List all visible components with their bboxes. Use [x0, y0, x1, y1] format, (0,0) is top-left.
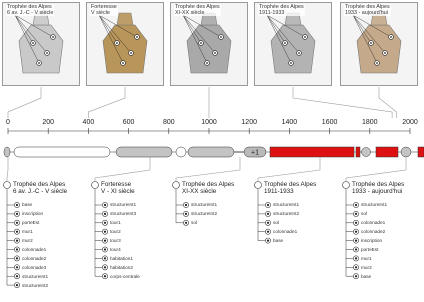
tree-node-dot [185, 213, 187, 215]
tree-item-label: colonnade2 [22, 255, 47, 261]
period-connector [88, 87, 125, 118]
timeline-circle-marker [401, 147, 411, 157]
timeline-segment [188, 147, 234, 157]
tree-node-dot [185, 222, 187, 224]
axis-tick-label: 800 [162, 119, 175, 126]
tree-subtitle-text: 6 av. J.-C - V siècle [13, 188, 68, 195]
tree-item-label: tour1 [110, 220, 121, 226]
tree-node-dot [355, 204, 357, 206]
tree-item-label: sol [273, 220, 279, 226]
tree-node-dot [16, 284, 18, 286]
axis-tick-label: 1200 [241, 119, 257, 126]
tree-node-dot [16, 257, 18, 259]
tree-item-label: porteEst [361, 246, 379, 252]
tree-item-label: habitation2 [110, 264, 133, 270]
tree-item-label: base [22, 202, 33, 208]
tree-item-label: porteEst [22, 220, 40, 226]
tree-connector [258, 157, 320, 181]
tree-item-label: tour3 [110, 238, 121, 243]
tree-item-label: base [273, 238, 284, 243]
axis-tick-label: 1600 [321, 119, 338, 126]
tree-item-label: structureInt1 [273, 202, 300, 208]
timeline-segment [116, 147, 172, 157]
tree-title-text: Trophée des Alpes [13, 181, 66, 188]
tree-title [352, 181, 404, 195]
tree-subtitle-text: V - XI siècle [101, 188, 135, 195]
tree-node-dot [104, 275, 106, 277]
thumbnail-title: Trophée des Alpes [259, 4, 304, 10]
thumbnail-subtitle: 6 av. J.-C - V siècle [7, 10, 54, 16]
timeline-circle-marker [362, 148, 371, 157]
tree-root-node [343, 182, 350, 189]
tree-node-dot [355, 213, 357, 215]
tree-title [264, 181, 316, 195]
tree-connector [7, 157, 8, 181]
thumbnail-title: Trophée des Alpes [175, 4, 220, 10]
thumbnail-subtitle: 1911-1933 [259, 10, 285, 16]
tree-item-label: colonnade1 [22, 246, 47, 252]
tree-node-dot [104, 231, 106, 233]
period-connector [293, 87, 392, 118]
tree-item-label: sol [361, 211, 367, 217]
timeline-segment [270, 147, 354, 157]
tree-subtitle-text: XI-XX siècle [182, 188, 217, 195]
tree-item-label: structureInt1 [361, 202, 388, 208]
tree-item-label: structureInt2 [22, 282, 49, 288]
tree-item-label: mur1 [22, 229, 33, 235]
period-connector [379, 87, 397, 118]
tree-item-label: colonnade1 [273, 229, 298, 235]
tree-title [101, 181, 135, 195]
tree-connector [95, 157, 150, 181]
tree-subtitle-text: 1933 - aujourd'hui [352, 188, 403, 195]
thumbnail-title: Forteresse [91, 4, 117, 10]
tree-item-label: inscription [22, 211, 44, 217]
tree-item-label: structureInt3 [110, 211, 137, 217]
tree-node-dot [16, 275, 18, 277]
timeline-segment [14, 147, 110, 157]
tree-node-dot [267, 204, 269, 206]
tree-node-dot [104, 204, 106, 206]
tree-root-node [92, 182, 99, 189]
tree-connector [346, 157, 406, 181]
tree-node-dot [355, 275, 357, 277]
timeline-segment [356, 147, 360, 157]
axis-tick-label: 1400 [281, 119, 298, 126]
tree-item-label: colonnade2 [361, 229, 386, 235]
tree-node-dot [16, 231, 18, 233]
tree-root-node [4, 182, 11, 189]
tree-title [13, 181, 67, 195]
axis-tick-label: 600 [122, 119, 135, 126]
timeline-segment [376, 147, 398, 157]
timeline-plus-label: +1 [251, 149, 259, 157]
tree-item-label: structureInt2 [191, 211, 218, 217]
tree-item-label: corps-centrale [110, 273, 140, 279]
period-connector [8, 87, 41, 118]
timeline-segment [4, 147, 10, 157]
axis-tick-label: 0 [6, 119, 10, 126]
tree-item-label: tour4 [110, 246, 121, 252]
tree-node-dot [355, 266, 357, 268]
tree-root-node [173, 182, 180, 189]
tree-node-dot [104, 213, 106, 215]
axis-tick-label: 1800 [362, 119, 378, 126]
tree-node-dot [16, 222, 18, 224]
thumbnail-subtitle: V siècle [91, 10, 110, 16]
tree-title-text: Trophée des Alpes [264, 181, 317, 188]
tree-item-label: mur2 [361, 264, 372, 270]
tree-item-label: colonnade3 [22, 264, 47, 270]
thumbnail-title: Trophée des Alpes [7, 4, 52, 10]
tree-item-label: structureInt1 [22, 273, 49, 279]
tree-node-dot [16, 204, 18, 206]
tree-title-text: Trophée des Alpes [182, 181, 235, 188]
axis-tick-label: 1000 [201, 119, 217, 126]
tree-item-label: base [361, 273, 372, 279]
tree-node-dot [104, 240, 106, 242]
timeline-segment [176, 147, 186, 157]
tree-subtitle-text: 1911-1933 [264, 188, 294, 195]
tree-item-label: structureInt1 [191, 202, 218, 208]
tree-item-label: inscription [361, 238, 383, 243]
tree-node-dot [355, 240, 357, 242]
tree-node-dot [16, 213, 18, 215]
thumbnail-subtitle: XI-XX siècle [175, 10, 205, 16]
tree-title-text: Trophée des Alpes [352, 181, 405, 188]
tree-node-dot [355, 222, 357, 224]
tree-item-label: habitation1 [110, 255, 133, 261]
tree-node-dot [267, 222, 269, 224]
tree-item-label: colonnade1 [361, 220, 386, 226]
tree-node-dot [104, 222, 106, 224]
axis-tick-label: 200 [42, 119, 55, 126]
tree-node-dot [16, 240, 18, 242]
tree-node-dot [104, 257, 106, 259]
tree-node-dot [16, 266, 18, 268]
axis-tick-label: 400 [82, 119, 95, 126]
tree-node-dot [267, 231, 269, 233]
tree-connector [176, 157, 240, 181]
tree-item-label: mur2 [22, 238, 33, 243]
tree-item-label: structureInt1 [110, 202, 137, 208]
tree-title [182, 181, 234, 195]
tree-node-dot [355, 257, 357, 259]
tree-root-node [255, 182, 262, 189]
tree-item-label: structureInt2 [273, 211, 300, 217]
tree-item-label: sol [191, 220, 197, 226]
tree-node-dot [16, 248, 18, 250]
tree-title-text: Forteresse [101, 181, 132, 188]
tree-item-label: mur1 [361, 255, 372, 261]
tree-node-dot [267, 213, 269, 215]
tree-item-label: tour2 [110, 229, 121, 235]
thumbnail-subtitle: 1933 - aujourd'hui [345, 10, 388, 16]
timeline-segment [418, 147, 424, 157]
axis-tick-label: 2000 [402, 119, 418, 126]
tree-node-dot [355, 248, 357, 250]
tree-node-dot [104, 248, 106, 250]
thumbnail-title: Trophée des Alpes [345, 4, 390, 10]
tree-node-dot [267, 240, 269, 242]
tree-node-dot [355, 231, 357, 233]
tree-node-dot [104, 266, 106, 268]
tree-node-dot [185, 204, 187, 206]
